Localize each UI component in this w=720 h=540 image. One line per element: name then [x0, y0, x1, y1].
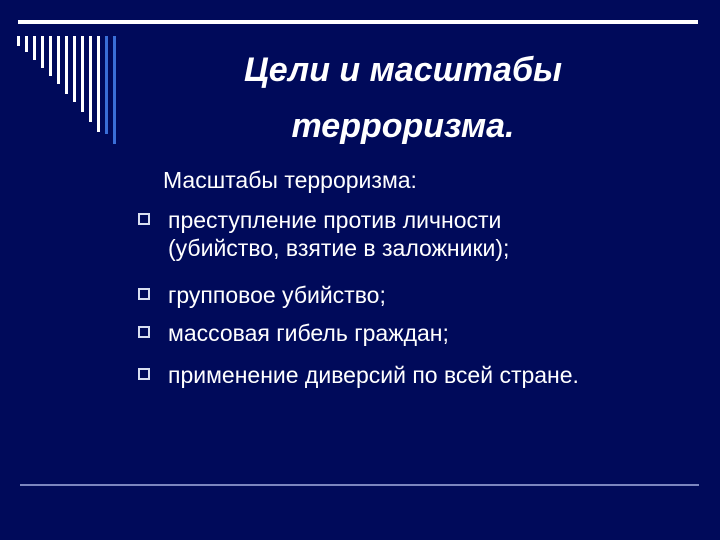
list-item-text: групповое убийство; [168, 282, 386, 308]
title-line-1: Цели и масштабы [243, 51, 563, 89]
list-item-text: преступление против личности (убийство, взятие в заложники); [168, 207, 510, 261]
intro-text: Масштабы терроризма: [163, 167, 417, 193]
square-bullet-icon [138, 368, 150, 380]
title-line-2: терроризма. [291, 107, 515, 145]
deco-bar [33, 36, 36, 60]
deco-bar [81, 36, 84, 112]
square-bullet-icon [138, 288, 150, 300]
deco-bar [41, 36, 44, 68]
deco-bar [57, 36, 60, 84]
deco-bar [105, 36, 108, 134]
deco-bar [65, 36, 68, 94]
deco-bar [49, 36, 52, 76]
list-item-text: массовая гибель граждан; [168, 320, 449, 346]
square-bullet-icon [138, 213, 150, 225]
square-bullet-icon [138, 326, 150, 338]
slide-title [168, 42, 638, 154]
deco-bar [113, 36, 116, 144]
list-item-text: применение диверсий по всей стране. [168, 362, 579, 388]
bottom-divider [20, 484, 699, 486]
decorative-bars [0, 0, 140, 150]
deco-bar [73, 36, 76, 102]
deco-bar [97, 36, 100, 132]
deco-bar [17, 36, 20, 46]
deco-bar [89, 36, 92, 122]
deco-bar [25, 36, 28, 52]
